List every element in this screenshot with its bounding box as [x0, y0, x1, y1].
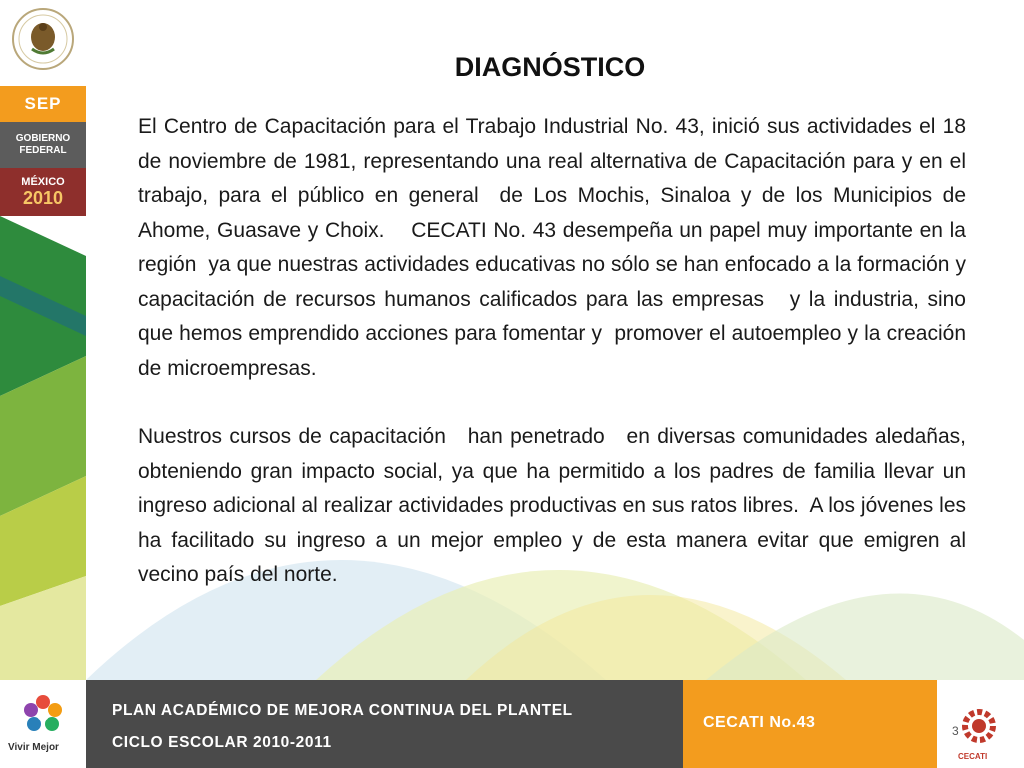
gobierno-line1: GOBIERNO [15, 133, 71, 144]
footer-dark-panel [86, 680, 683, 768]
gobierno-federal-label [0, 122, 86, 168]
mexico-2010-label [0, 168, 86, 216]
footer-plan-title: PLAN ACADÉMICO DE MEJORA CONTINUA DEL PLANTEL [112, 702, 573, 719]
flower-logo-icon [18, 690, 68, 740]
page-number: 3 [952, 724, 959, 738]
gear-icon [959, 706, 999, 746]
paragraph-history: El Centro de Capacitación para el Trabajo Industrial No. 43, inició sus actividades el 18 de noviembre de 1981, representando una real alternativa de Capacitación para y en el trabajo, para el público en general de Los Mochis, Sinaloa y de los Municipios de Ahome, Guasave y Choix. CECATI No. 43 desempeña un papel muy importante en la región ya que nuestras actividades educativas no sólo se han enfocado a la formación y capacitación de recursos humanos calificados para las empresas y la industria, sino que hemos emprendido acciones para fomentar y promover el autoempleo y la creación de microempresas. [138, 115, 972, 380]
slide-body [138, 110, 972, 593]
gobierno-line2: FEDERAL [19, 145, 67, 156]
paragraph-impact: Nuestros cursos de capacitación han penetrado en diversas comunidades aledañas, obteniendo gran impacto social, ya que ha permitido a los padres de familia llevar un ingreso adicional al realizar actividades productivas en sus ratos libres. A los jóvenes les ha facilitado su ingreso a un mejor empleo y de esta manera evitar que emigren al vecino país del norte. [138, 425, 972, 586]
footer-bar [0, 680, 1024, 768]
sidebar-color-stripes [0, 216, 86, 680]
sep-label: SEP [0, 86, 86, 122]
cecati-logo-text: CECATI [958, 752, 988, 761]
sidebar-branding [0, 0, 86, 680]
page-title: DIAGNÓSTICO [454, 52, 646, 82]
mexico-line2: 2010 [22, 188, 64, 208]
footer-cecati-label: CECATI No.43 [703, 714, 816, 731]
vivir-mejor-logo [0, 680, 86, 768]
vivir-mejor-text: Vivir Mejor [8, 742, 59, 753]
footer-ciclo-escolar: CICLO ESCOLAR 2010-2011 [112, 734, 332, 751]
mexico-line1: MÉXICO [21, 176, 65, 188]
